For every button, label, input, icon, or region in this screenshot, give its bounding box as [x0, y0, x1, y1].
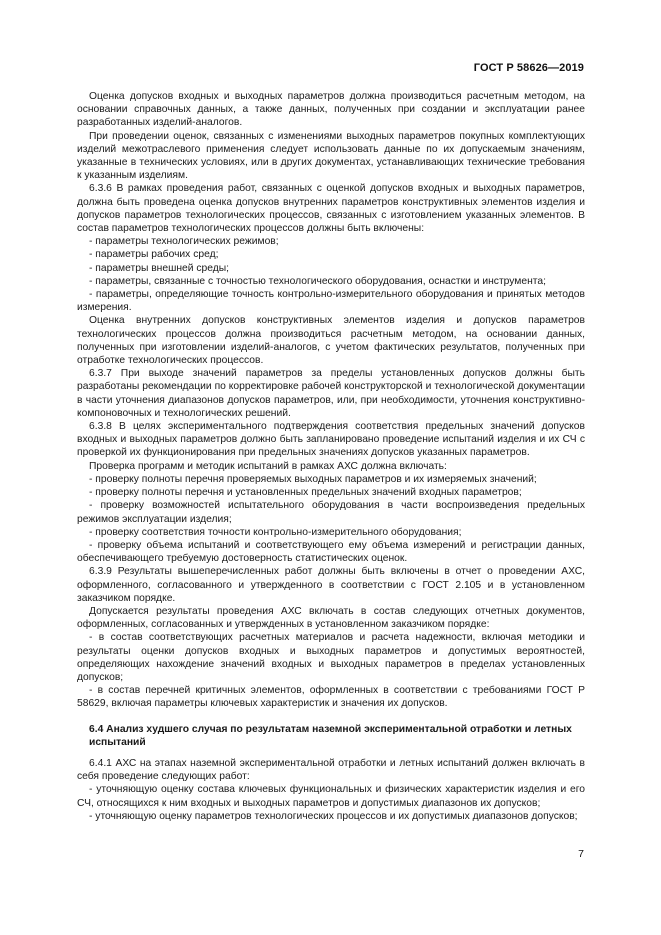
- paragraph: 6.3.9 Результаты вышеперечисленных работ должны быть включены в отчет о проведении АХС, оформленного, согласованного и утвержденного в соответствии с ГОСТ 2.105 и в установленном заказчиком порядке.: [77, 566, 585, 604]
- list-item: - параметры технологических режимов;: [89, 236, 279, 248]
- list-item: - уточняющую оценку состава ключевых функциональных и физических характеристик изделия и его СЧ, относящихся к ним входных и выходных параметров и допустимых диапазонов их допусков;: [77, 784, 585, 809]
- list-item: - проверку полноты перечня проверяемых выходных параметров и их измеряемых значений;: [89, 473, 537, 485]
- page-number: 7: [578, 848, 584, 860]
- document-body: [77, 90, 585, 823]
- list-item: - проверку полноты перечня и установленных предельных значений входных параметров;: [89, 487, 522, 499]
- paragraph: При проведении оценок, связанных с изменениями выходных параметров покупных комплектующих изделий межотраслевого применения следует использовать данные по их допускаемым значениям, указанные в технических условиях, или в других документах, устанавливающих технические требования к указанным изделиям.: [77, 130, 585, 182]
- list-item: - проверку объема испытаний и соответствующего ему объема измерений и регистрации данных, обеспечивающего требуемую достоверность статистических оценок.: [77, 539, 585, 565]
- list-item: - параметры внешней среды;: [89, 262, 230, 274]
- paragraph: Проверка программ и методик испытаний в рамках АХС должна включать:: [89, 460, 447, 472]
- paragraph: Оценка допусков входных и выходных параметров должна производиться расчетным методом, на основании справочных данных, а также данных, полученных при создании и эксплуатации ранее разработанных изделий-аналогов.: [77, 91, 585, 129]
- list-item: - в состав соответствующих расчетных материалов и расчета надежности, включая методики и результаты оценки допусков входных и выходных параметров и допустимых вероятностей, определяющих нахождение значений входных и выходных параметров в пределах установленных допусков;: [77, 632, 585, 683]
- list-item: - параметры рабочих сред;: [89, 249, 219, 261]
- section-heading: 6.4 Анализ худшего случая по результатам наземной экспериментальной отработки и летных испытаний: [89, 723, 572, 748]
- list-item: - проверку соответствия точности контрольно-измерительного оборудования;: [89, 526, 462, 538]
- document-code: ГОСТ Р 58626—2019: [473, 62, 584, 74]
- list-item: - в состав перечней критичных элементов, оформленных в соответствии с требованиями ГОСТ Р 58629, включая параметры ключевых характеристик и значения их допусков.: [77, 685, 585, 710]
- paragraph: 6.3.8 В целях экспериментального подтверждения соответствия предельных значений допусков входных и выходных параметров должно быть запланировано проведение испытаний изделия и их СЧ с проверкой их функционирования при предельных значениях допусков указанных параметров.: [77, 421, 585, 459]
- paragraph: Оценка внутренних допусков конструктивных элементов изделия и допусков параметров технологических процессов должна производиться расчетным методом, на основании данных, полученных при изготовлении изделий-аналогов, с учетом фактических результатов, полученных при отработке технологических процессов.: [77, 315, 585, 367]
- paragraph: 6.3.6 В рамках проведения работ, связанных с оценкой допусков входных и выходных параметров, должна быть проведена оценка допусков внутренних параметров конструктивных элементов изделия и допусков параметров технологических процессов, связанных с изготовлением указанных элементов. В состав параметров технологических процессов должны быть включены:: [77, 183, 585, 235]
- list-item: - уточняющую оценку параметров технологических процессов и их допустимых диапазонов допусков;: [89, 810, 578, 822]
- paragraph: Допускается результаты проведения АХС включать в состав следующих отчетных документов, оформленных, согласованных и утвержденных в установленном заказчиком порядке:: [77, 605, 585, 631]
- paragraph: 6.4.1 АХС на этапах наземной экспериментальной отработки и летных испытаний должен включать в себя проведение следующих работ:: [77, 757, 585, 783]
- paragraph: 6.3.7 При выходе значений параметров за пределы установленных допусков должны быть разработаны рекомендации по корректировке рабочей конструкторской и технологической документации в части уточнения диапазонов допусков параметров, или, при необходимости, уточнения конструктивно-компоновочных и технологических решений.: [77, 368, 585, 419]
- list-item: - параметры, связанные с точностью технологического оборудования, оснастки и инструмента;: [89, 275, 546, 287]
- list-item: - проверку возможностей испытательного оборудования в части воспроизведения предельных режимов эксплуатации изделия;: [77, 500, 585, 525]
- list-item: - параметры, определяющие точность контрольно-измерительного оборудования и принятых методов измерения.: [77, 289, 585, 314]
